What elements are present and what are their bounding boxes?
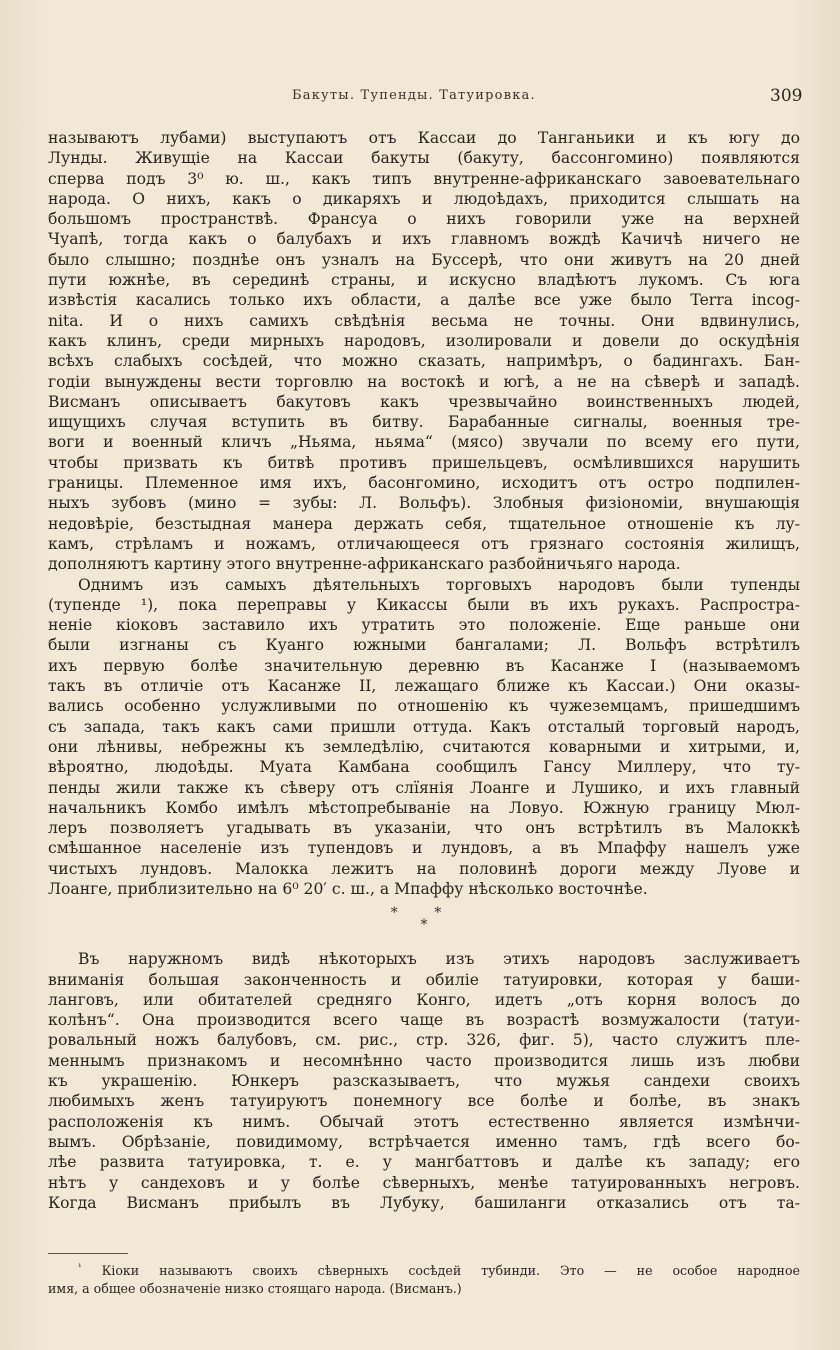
- footnote-mark: ¹: [78, 1262, 82, 1273]
- text-line: любимыхъ женъ татуируютъ понемногу все болѣе и болѣе, въ знакъ: [48, 1092, 800, 1111]
- text-line: границы. Племенное имя ихъ, басонгомино, исходитъ отъ остро подпилен-: [48, 474, 800, 493]
- text-line: нѣтъ у сандеховъ и у болѣе сѣверныхъ, менѣе татуированныхъ негровъ.: [48, 1173, 800, 1192]
- footnote-rule: [48, 1253, 128, 1254]
- text-line: начальникъ Комбо имѣлъ мѣстопребываніе на Ловуо. Южную границу Мюл-: [48, 798, 800, 817]
- text-line: были изгнаны съ Куанго южными бангалами; Л. Вольфъ встрѣтилъ: [48, 636, 800, 655]
- footnote-line: [48, 1262, 800, 1280]
- text-line: ихъ первую болѣе значительную деревню въ Касанже I (называемомъ: [48, 656, 800, 675]
- footnote-text: Кіоки называютъ своихъ сѣверныхъ сосѣдей тубинди. Это — не особое народное: [101, 1263, 800, 1278]
- text-line: какъ клинъ, среди мирныхъ народовъ, изолировали и довели до оскудѣнія: [48, 331, 800, 350]
- text-line: пенды жили также къ сѣверу отъ слїянія Лоанге и Лушико, и ихъ главный: [48, 778, 800, 797]
- text-line: недовѣріе, безстыдная манера держать себя, тщательное отношеніе къ лу-: [48, 514, 800, 533]
- text-line: вѣроятно, людоѣды. Муата Камбана сообщилъ Гансу Миллеру, что ту-: [48, 758, 800, 777]
- running-title: Бакуты. Тупенды. Татуировка.: [292, 88, 536, 103]
- text-line: (тупенде ¹), пока переправы у Кикассы были въ ихъ рукахъ. Распростра-: [48, 595, 800, 614]
- text-line: чтобы призвать къ битвѣ противъ пришельцевъ, осмѣлившихся нарушить: [48, 453, 800, 472]
- page-header: [0, 88, 840, 108]
- text-line: было слышно; позднѣе онъ узналъ на Буссерѣ, что они живутъ на 20 дней: [48, 250, 800, 269]
- separator-star-bottom: *: [420, 917, 428, 934]
- text-line: ровальный ножъ балубовъ, см. рис., стр. 326, фиг. 5), часто служитъ пле-: [48, 1031, 800, 1050]
- text-line: ныхъ зубовъ (мино = зубы: Л. Вольфъ). Злобныя физіономіи, внушающія: [48, 494, 800, 513]
- text-line: они лѣнивы, небрежны къ земледѣлію, считаются коварными и хитрыми, и,: [48, 737, 800, 756]
- text-line: большомъ пространствѣ. Франсуа о нихъ говорили уже на верхней: [48, 210, 800, 229]
- page-number: 309: [770, 86, 803, 106]
- text-line: дополняютъ картину этого внутренне-африканскаго разбойничьяго народа.: [48, 555, 681, 574]
- text-line: воги и военный кличъ „Ньяма, ньяма“ (мясо) звучали по всему его пути,: [48, 433, 800, 452]
- text-line: извѣстія касались только ихъ области, а далѣе все уже было Terra incog-: [48, 291, 800, 310]
- footnote-line: имя, а общее обозначеніе низко стоящаго народа. (Висманъ.): [48, 1281, 462, 1296]
- text-line: чистыхъ лундовъ. Малокка лежитъ на половинѣ дороги между Луове и: [48, 859, 800, 878]
- text-line: Чуапѣ, тогда какъ о балубахъ и ихъ главномъ вождѣ Качичѣ ничего не: [48, 230, 800, 249]
- text-line: Висманъ описываетъ бакутовъ какъ чрезвычайно воинственныхъ людей,: [48, 392, 800, 411]
- text-line: колѣнъ“. Она производится всего чаще въ возрастѣ возмужалости (татуи-: [48, 1011, 800, 1030]
- paragraph-tattoo: [48, 949, 800, 1213]
- text-line: всѣхъ слабыхъ сосѣдей, что можно сказать, напримѣръ, о бадингахъ. Бан-: [48, 352, 800, 371]
- text-line: nita. И о нихъ самихъ свѣдѣнія весьма не точны. Они вдвинулись,: [48, 311, 800, 330]
- text-line: смѣшанное населеніе изъ тупендовъ и лундовъ, а въ Мпаффу нашелъ уже: [48, 839, 800, 858]
- text-line: ланговъ, или обитателей средняго Конго, идетъ „отъ корня волосъ до: [48, 990, 800, 1009]
- text-line: ищущихъ случая вступить въ битву. Барабанные сигналы, военныя тре-: [48, 413, 800, 432]
- text-line: называютъ лубами) выступаютъ отъ Кассаи до Танганьики и къ югу до: [48, 129, 800, 147]
- text-line: вниманія большая законченность и обиліе татуировки, которая у баши-: [48, 970, 800, 989]
- text-line: меннымъ признакомъ и несомнѣнно часто производится лишь изъ любви: [48, 1051, 800, 1070]
- body-text: [48, 128, 800, 1213]
- text-line: годіи вынуждены вести торговлю на востокѣ и югѣ, а не на сѣверѣ и западѣ.: [48, 372, 800, 391]
- text-line: вымъ. Обрѣзаніе, повидимому, встрѣчается именно тамъ, гдѣ всего бо-: [48, 1132, 800, 1151]
- text-line: съ запада, такъ какъ сами пришли оттуда. Какъ отсталый торговый народъ,: [48, 717, 800, 736]
- text-line: вались особенно услужливыми по отношенію къ чужеземцамъ, пришедшимъ: [48, 697, 800, 716]
- text-line: такъ въ отличіе отъ Касанже II, лежащаго ближе къ Кассаи.) Они оказы-: [48, 677, 800, 696]
- text-line: Лоанге, приблизительно на 6⁰ 20′ с. ш., а Мпаффу нѣсколько восточнѣе.: [48, 879, 648, 898]
- separator-stars-top: * *: [390, 905, 458, 922]
- text-line: пути южнѣе, въ серединѣ страны, и искусно владѣютъ лукомъ. Съ юга: [48, 271, 800, 290]
- text-line: леръ позволяетъ угадывать въ указаніи, что онъ встрѣтилъ въ Малоккѣ: [48, 819, 800, 838]
- text-line: неніе кіоковъ заставило ихъ утратить это положеніе. Еще раньше они: [48, 616, 800, 635]
- text-line: лѣе развита татуировка, т. е. у мангбаттовъ и далѣе къ западу; его: [48, 1153, 800, 1172]
- text-line: къ украшенію. Юнкеръ разсказываетъ, что мужья сандехи своихъ: [48, 1072, 800, 1091]
- paragraph-tupendy: [48, 575, 800, 900]
- text-line: камъ, стрѣламъ и ножамъ, отличающееся отъ грязнаго состоянія жилищъ,: [48, 534, 800, 553]
- section-separator: [48, 905, 800, 945]
- text-line: народа. О нихъ, какъ о дикаряхъ и людоѣдахъ, приходится слышать на: [48, 189, 800, 208]
- text-line: Въ наружномъ видѣ нѣкоторыхъ изъ этихъ народовъ заслуживаетъ: [78, 950, 800, 969]
- text-line: сперва подъ 3⁰ ю. ш., какъ типъ внутренне-африканскаго завоевательнаго: [48, 169, 800, 188]
- footnote: [48, 1262, 800, 1298]
- paragraph-bakuty: [48, 128, 800, 575]
- text-line: Однимъ изъ самыхъ дѣятельныхъ торговыхъ народовъ были тупенды: [78, 575, 800, 594]
- text-line: Лунды. Живущіе на Кассаи бакуты (бакуту, бассонгомино) появляются: [48, 149, 800, 168]
- text-line: расположенія къ нимъ. Обычай этотъ естественно является измѣнчи-: [48, 1112, 800, 1131]
- text-line: Когда Висманъ прибылъ въ Лубуку, башиланги отказались отъ та-: [48, 1193, 800, 1212]
